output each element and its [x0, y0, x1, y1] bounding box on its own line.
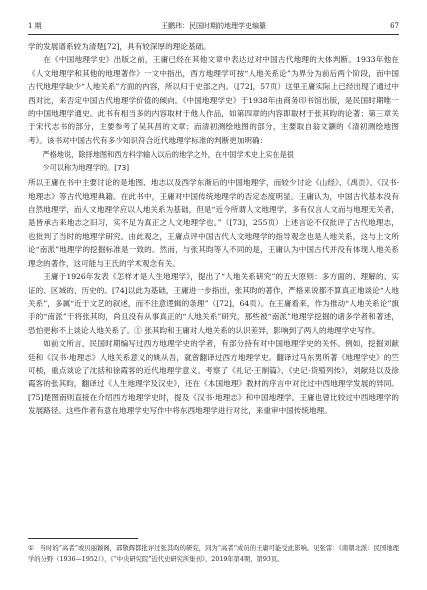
quote-line: 严格地说，除择地图和西方科学输入以后的地学之外，在中国学术史上实在是很 [42, 150, 294, 160]
paragraph: 在《中国地理学史》出版之前，王庸已经在其他文章中表达过对中国古代地理的大体判断。1933年他在《人文地理学和其他的地理著作》一文中指出，西方地理学可按“人地关系论”为界分为前后两个阶段，而中国古代地理学缺少“人地关系”方面的内容，所以归于史部之内。（[72]，57页）这里王庸实际上已经出现了通过中西对比，来否定中国古代地理学价值的倾向。《中国地理学史》于1938年由商务印书馆出版，是民国时期唯一的中国地理学通史。此书有相当多的内容取材于他人作品，如第四章的内容即取材于张其昀的论著；第三章关于宋代志书的部分，主要参考了吴其昌的文章；而清初测绘地图的部分，主要取自翁文灏的《清初测绘地图考》。该书对中国古代有多少知识符合近代地理学标准的判断更加明确： [28, 55, 399, 145]
page-header [28, 20, 399, 32]
footnote-rule [28, 538, 138, 539]
paragraph: 如前文所言，民国时期编写过西方地理学史的学者，有部分持有对中国地理学史的关怀。例如，挖掘刘献廷和《汉书·地理志》人地关系意义的姚从吾，就曾翻译过西方地理学史。翻译过马东男所著《地理学史》的竺可桢，重点谈论了沈括和徐霞客的近代地理学意义。考察了《礼记·王制篇》、《史记·货殖列传》，刘献廷以及徐霞客的张其昀，翻译过《人生地理学及汉史》，还在《本国地理》教材的序言中对比过中西地理学发展的异同。[75]楚图南则直接在介绍西方地理学史时，提及《汉书·地理志》和中国地理学。王庸也曾比较过中西地理学的发展路径。这些作者有意在地理学史写作中将东西地理学进行对比，来重审中国传统地理。 [28, 339, 399, 416]
running-title: 王鹏玮：民国时期的地理学史编纂 [161, 22, 266, 30]
article-body [28, 40, 399, 418]
page-number: 67 [390, 22, 399, 30]
issue-number: 1 期 [28, 22, 42, 30]
header-rule [28, 34, 399, 35]
footnote-marker: ① [28, 545, 34, 552]
paragraph: 王庸于1926年发表《怎样才是人生地理学》，提出了“人地关系研究”的五大原则：多方面的、理解的、实证的、区域的、历史的。[74]以此为基础，王庸进一步指出，张其昀的著作，严格来说都不算真正地谈论“人地关系”，多属“近于文艺的叙述，而不注意逻辑的条理”（[72]，64页）。在王庸看来，作为推动“人地关系论”旗手的“南派”干将张其昀，尚且没有从事真正的“人地关系”研究，那些被“南派”地理学挖掘的诸多学者和著述，恐怕更称不上谈论人地关系了。① 张其昀和王庸对人地关系的认识差异，影响到了两人的地理学史写作。 [28, 272, 399, 335]
paragraph-continuation: 所以王庸在书中主要讨论的是地图、地志以及西学东渐后的中国地理学，而较少讨论《山经》、《禹贡》、《汉书·地理志》等古代地理典籍。在此书中，王庸对中国传统地理学的否定态度明显。王庸认为，中国古代基本没有自然地理学，而人文地理学应以人地关系为基础，但是“近今所谓人文地理学，多有仅言人文而与地理无关者，是皆承古来地志之旧习，实不足为真正之人文地理学也。”（[73]，255页）上述言论不仅批评了古代地理志，也批判了当时的地理学研究。由此观之，王庸点评中国古代人文地理学的指导观念也是人地关系，这与上文所论“南派”地理学的挖掘标准是一致的。然而，与张其昀等人不同的是，王庸认为中国古代并没有体现人地关系理念的著作，这可能与王氏的学术观念有关。 [28, 178, 399, 268]
footnote [28, 543, 399, 565]
quote-line: 少可以称为地理学的。[73] [42, 162, 130, 172]
paragraph-continuation: 学的发展谱系较为清楚[72]，具有较深厚的理论基础。 [28, 42, 211, 51]
block-quote [28, 149, 399, 174]
footnote-text: 当时的“高者”或贝丽颖阁，郭敬辉都批评过张其昀的研究，同为“高者”成员的王庸可能受此影响。见张雷：《南朝北派：民国地理学的分野（1936—1952）》，《“中央研究院”近代史研究所集刊》，2019年第4期，第93页。 [28, 545, 399, 563]
